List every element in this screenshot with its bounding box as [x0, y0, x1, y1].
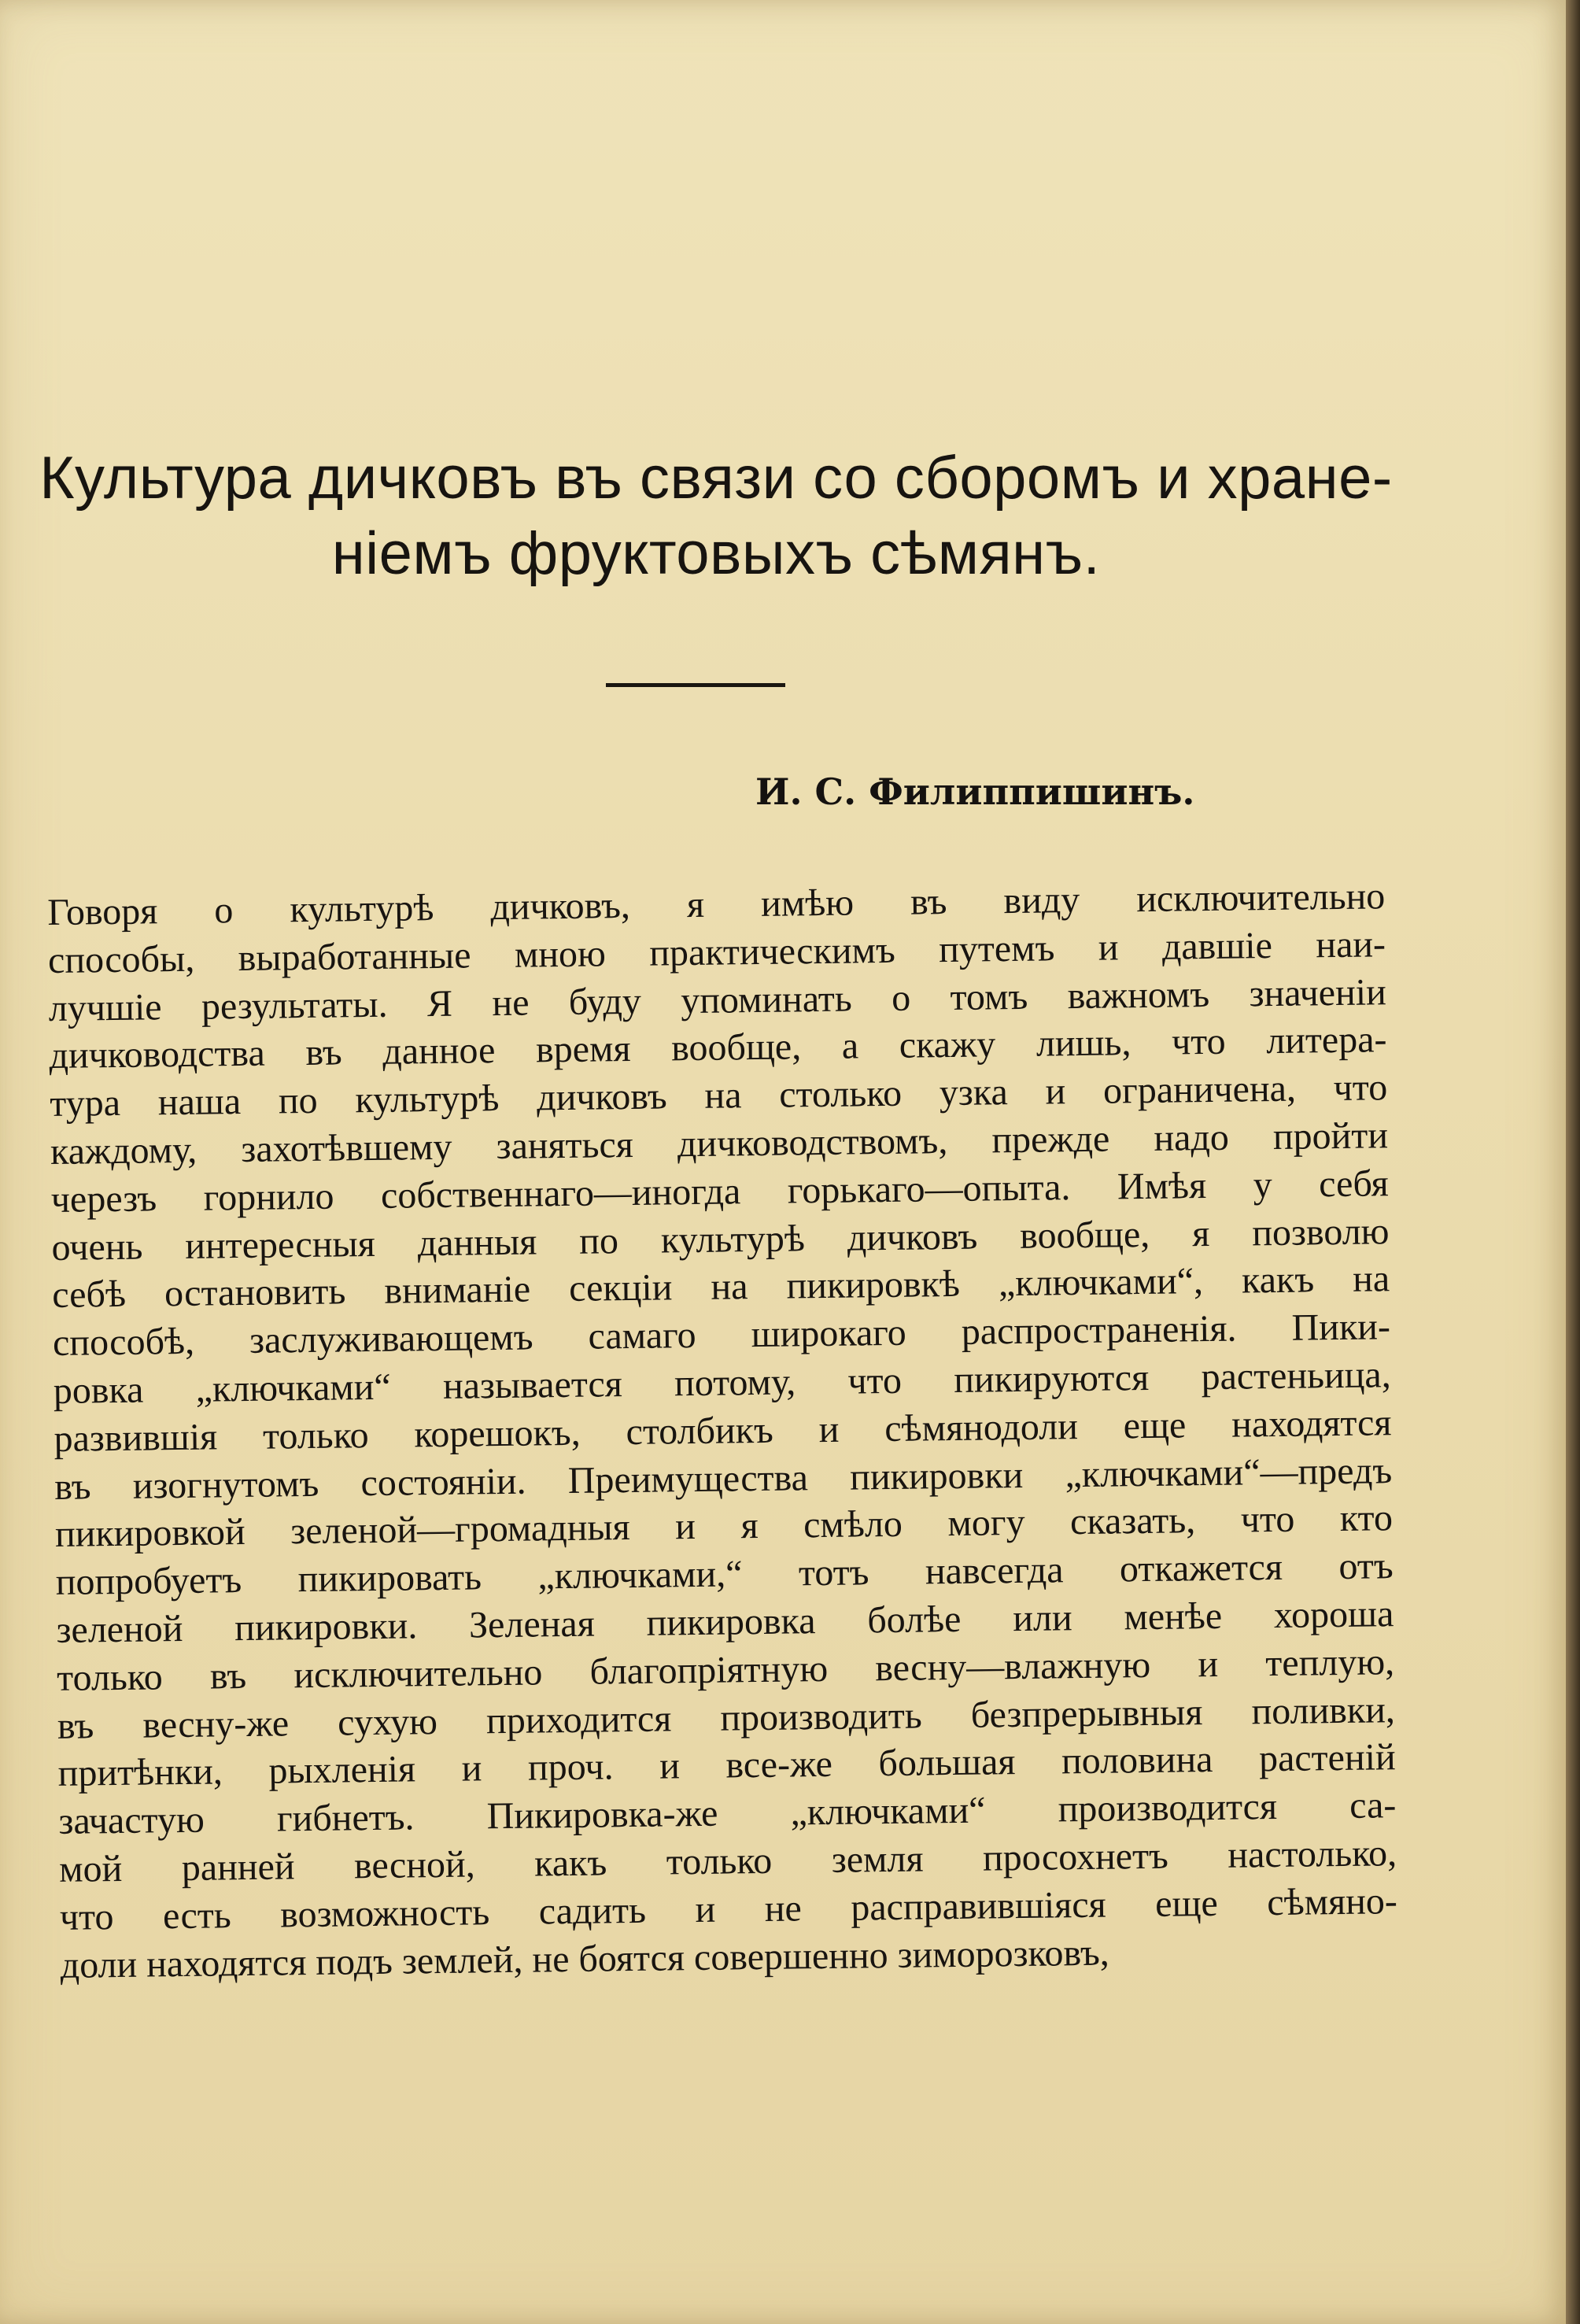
title-line-2: ніемъ фруктовыхъ сѣмянъ. [331, 520, 1101, 587]
body-line: ровка „ключками“ называется потому, что пикируются растеньица, [53, 1354, 1391, 1412]
body-line: въ изогнутомъ состояніи. Преимущества пикировки „ключками“—предъ [54, 1449, 1393, 1508]
body-line: въ весну-же сухую приходится производить безпрерывныя поливки, [57, 1688, 1396, 1747]
body-line: зеленой пикировки. Зеленая пикировка болѣе или менѣе хороша [56, 1593, 1394, 1651]
body-line: способы, выработанные мною практическимъ путемъ и давшіе наи- [47, 923, 1386, 981]
body-line: Говоря о культурѣ дичковъ, я имѣю въ виду исключительно [47, 875, 1386, 933]
body-line: каждому, захотѣвшему заняться дичководствомъ, прежде надо пройти [50, 1114, 1389, 1173]
article-title [31, 441, 1401, 592]
body-line: дичководства въ данное время вообще, а скажу лишь, что литера- [49, 1018, 1387, 1077]
body-line: доли находятся подъ землей, не боятся совершенно зиморозковъ, [60, 1931, 1110, 1986]
page-edge-shadow [1566, 0, 1580, 2324]
body-line: развившія только корешокъ, столбикъ и сѣмянодоли еще находятся [54, 1401, 1392, 1460]
body-line: лучшіе результаты. Я не буду упоминать о томъ важномъ значеніи [48, 970, 1387, 1029]
article-author: И. С. Филиппишинъ. [755, 770, 1195, 813]
body-line: мой ранней весной, какъ только земля просохнетъ настолько, [58, 1832, 1397, 1890]
body-line: пикировкой зеленой—громадныя и я смѣло могу сказать, что кто [54, 1497, 1394, 1556]
body-line: попробуетъ пикировать „ключками,“ тотъ навсегда откажется отъ [55, 1545, 1394, 1604]
title-divider [606, 683, 785, 687]
body-line: зачастую гибнетъ. Пикировка-же „ключками“ производится са- [58, 1784, 1397, 1843]
body-line: только въ исключительно благопріятную весну—влажную и теплую, [56, 1640, 1395, 1699]
body-line: притѣнки, рыхленія и проч. и все-же большая половина растеній [57, 1736, 1396, 1795]
title-line-1: Культура дичковъ въ связи со сборомъ и хране- [39, 445, 1393, 512]
body-line: способѣ, заслуживающемъ самаго широкаго распространенія. Пики- [52, 1306, 1391, 1365]
body-line: черезъ горнило собственнаго—иногда горькаго—опыта. Имѣя у себя [50, 1162, 1390, 1221]
body-line: тура наша по культурѣ дичковъ на столько узка и ограничена, что [50, 1066, 1388, 1125]
body-line: что есть возможность садить и не расправившіяся еще сѣмяно- [59, 1879, 1398, 1938]
body-line: себѣ остановить вниманіе секціи на пикировкѣ „ключками“, какъ на [51, 1258, 1390, 1317]
body-line: очень интересныя данныя по культурѣ дичковъ вообще, я позволю [51, 1210, 1390, 1269]
article-body [47, 873, 1398, 1990]
